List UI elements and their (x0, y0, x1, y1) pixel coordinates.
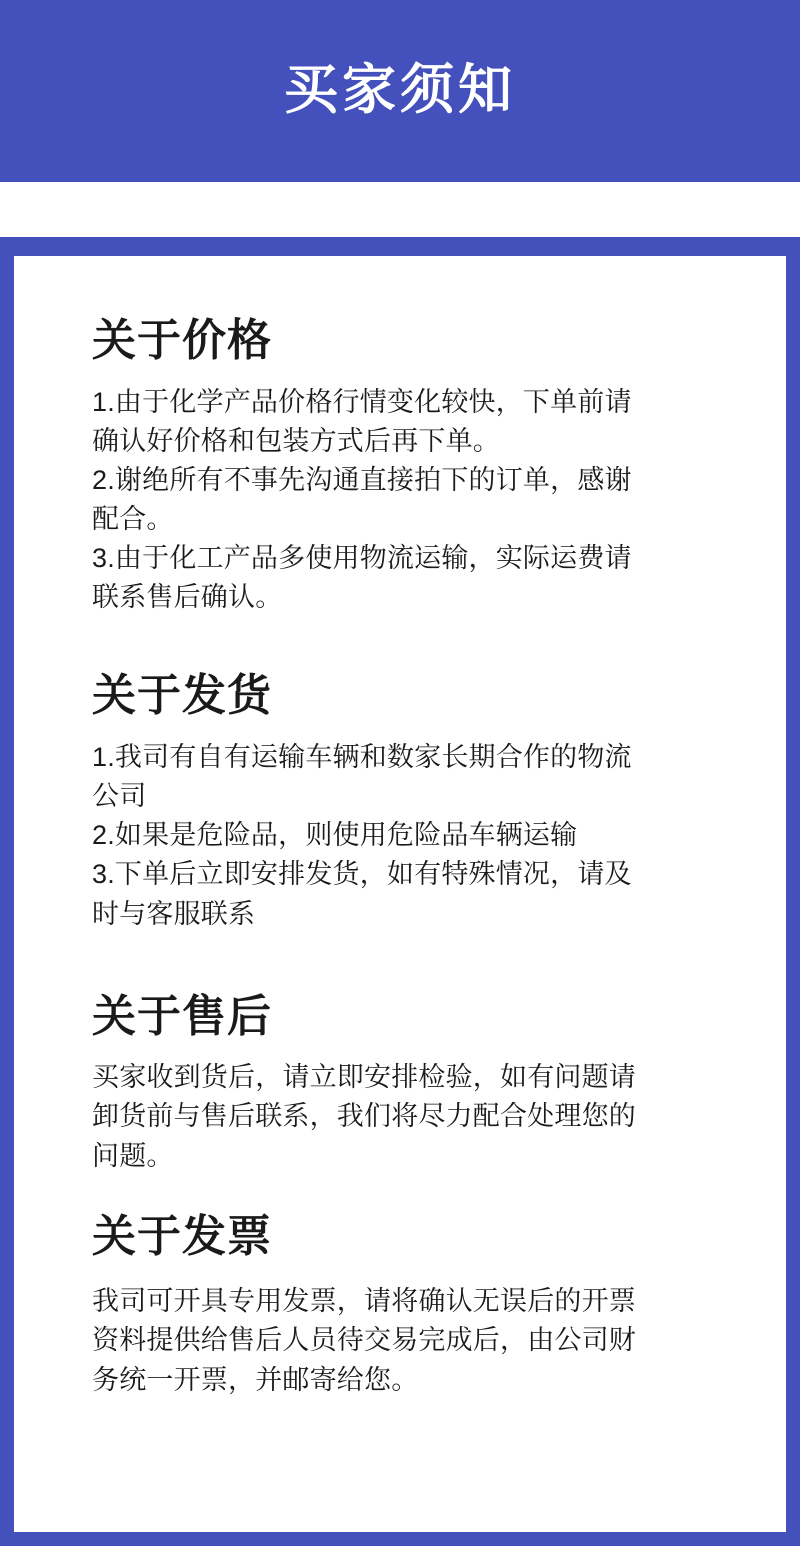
section-title-invoice: 关于发票 (92, 1211, 272, 1261)
text-line: 1.由于化学产品价格行情变化较快，下单前请 (92, 386, 632, 417)
page-title: 买家须知 (284, 60, 516, 121)
section-about-after-sales (92, 992, 724, 1176)
section-body-shipping (92, 738, 724, 934)
text-line: 3.由于化工产品多使用物流运输，实际运费请 (92, 543, 632, 574)
section-body-price (92, 383, 724, 618)
section-about-invoice (92, 1212, 724, 1400)
text-line: 问题。 (92, 1140, 174, 1171)
banner-divider (0, 182, 800, 237)
text-line: 时与客服联系 (92, 898, 256, 929)
section-title-after-sales: 关于售后 (92, 991, 272, 1041)
text-line: 我司可开具专用发票，请将确认无误后的开票 (92, 1286, 636, 1317)
text-line: 3.下单后立即安排发货，如有特殊情况，请及 (92, 859, 632, 890)
section-body-after-sales (92, 1058, 724, 1175)
text-line: 资料提供给售后人员待交易完成后，由公司财 (92, 1325, 636, 1356)
section-title-price: 关于价格 (92, 316, 272, 365)
text-line: 联系售后确认。 (92, 582, 283, 613)
text-line: 务统一开票，并邮寄给您。 (92, 1364, 419, 1395)
text-line: 1.我司有自有运输车辆和数家长期合作的物流 (92, 742, 632, 773)
text-line: 确认好价格和包装方式后再下单。 (92, 425, 500, 456)
notice-card (14, 256, 786, 1532)
text-line: 卸货前与售后联系，我们将尽力配合处理您的 (92, 1101, 636, 1132)
section-about-price (92, 316, 724, 617)
text-line: 买家收到货后，请立即安排检验，如有问题请 (92, 1062, 636, 1093)
section-about-shipping (92, 671, 724, 933)
text-line: 2.如果是危险品，则使用危险品车辆运输 (92, 820, 578, 851)
text-line: 公司 (92, 781, 147, 812)
text-line: 配合。 (92, 504, 174, 535)
section-title-shipping: 关于发货 (92, 671, 272, 721)
page-banner (0, 0, 800, 182)
text-line: 2.谢绝所有不事先沟通直接拍下的订单，感谢 (92, 464, 632, 495)
section-body-invoice (92, 1282, 724, 1399)
